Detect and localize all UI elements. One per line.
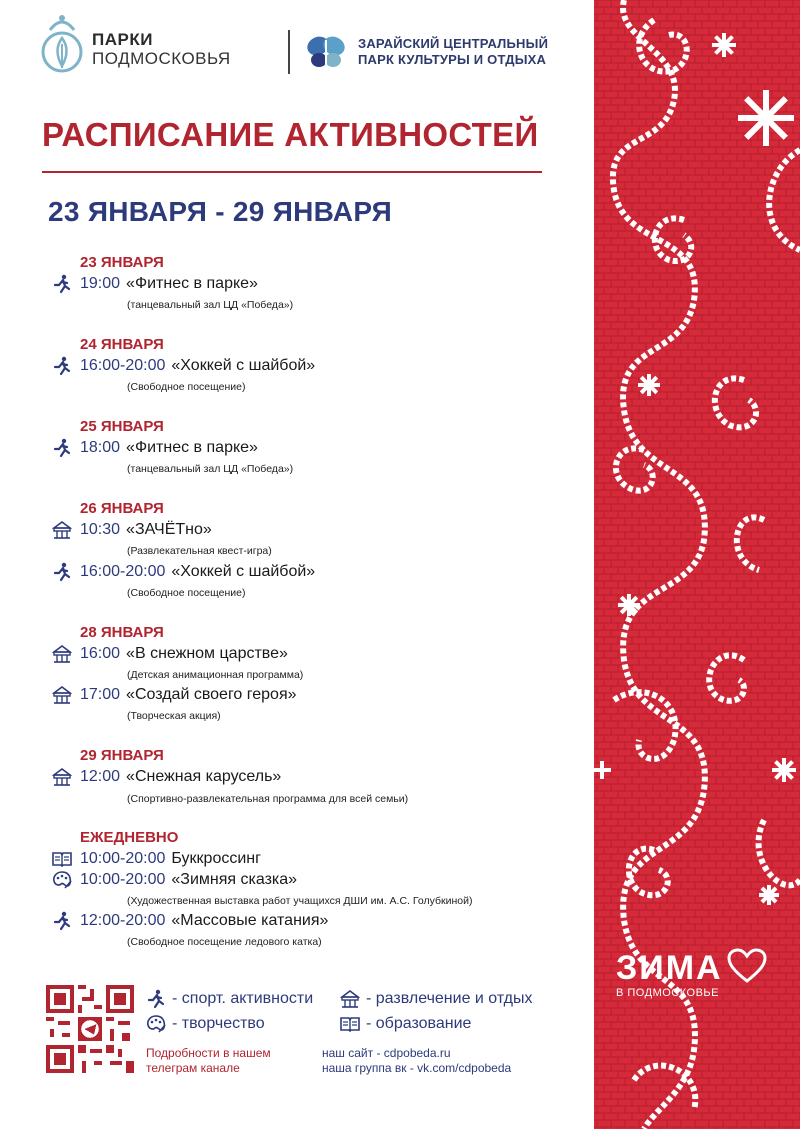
day-label: 26 ЯНВАРЯ (80, 500, 164, 517)
day-label: ЕЖЕДНЕВНО (80, 829, 179, 846)
sport-icon (52, 274, 72, 294)
sport-icon (52, 438, 72, 458)
book-icon (52, 849, 72, 869)
campaign-subtitle: В ПОДМОСКОВЬЕ (616, 987, 719, 999)
park-name (358, 36, 548, 68)
event-row (52, 765, 281, 789)
legend-leisure (340, 989, 532, 1009)
event-name: «Хоккей с шайбой» (171, 563, 316, 580)
event-name: «ЗАЧЁТно» (126, 521, 212, 538)
legend-education (340, 1014, 471, 1034)
event-time: 10:00-20:00 (80, 850, 166, 867)
parks-logo-icon (40, 12, 84, 76)
telegram-qr-code[interactable] (46, 985, 134, 1073)
header-divider (288, 30, 290, 74)
sport-icon (146, 989, 166, 1009)
event-name: «Фитнес в парке» (126, 439, 258, 456)
event-name: «В снежном царстве» (126, 645, 288, 662)
carousel-icon (52, 685, 72, 705)
campaign-logo (616, 948, 767, 999)
day-label: 29 ЯНВАРЯ (80, 747, 164, 764)
event-time: 18:00 (80, 439, 121, 456)
event-note: (Детская анимационная программа) (127, 669, 304, 681)
event-row (52, 560, 315, 584)
date-range: 23 ЯНВАРЯ - 29 ЯНВАРЯ (48, 196, 393, 227)
book-icon (340, 1014, 360, 1034)
event-note: (Спортивно-развлекательная программа для всей семьи) (127, 793, 409, 805)
event-time: 17:00 (80, 686, 121, 703)
event-name: «Снежная карусель» (126, 768, 282, 785)
event-name: «Зимняя сказка» (171, 871, 298, 888)
telegram-line2: телеграм канале (146, 1061, 240, 1075)
day-label: 25 ЯНВАРЯ (80, 418, 164, 435)
day-label: 28 ЯНВАРЯ (80, 624, 164, 641)
event-row (52, 683, 297, 707)
event-time: 12:00 (80, 768, 121, 785)
event-note: (Свободное посещение) (127, 587, 246, 599)
event-note: (танцевальный зал ЦД «Победа») (127, 299, 294, 311)
legend-creative-label: - творчество (172, 1015, 265, 1032)
event-time: 16:00-20:00 (80, 563, 166, 580)
day-label: 24 ЯНВАРЯ (80, 336, 164, 353)
event-row (52, 272, 258, 296)
event-time: 10:00-20:00 (80, 871, 166, 888)
event-note: (Развлекательная квест-игра) (127, 545, 272, 557)
event-note: (Свободное посещение ледового катка) (127, 936, 322, 948)
heart-icon (727, 948, 767, 989)
event-row (52, 868, 297, 892)
event-note: (Творческая акция) (127, 710, 221, 722)
event-row (52, 909, 328, 933)
event-name: «Создай своего героя» (126, 686, 297, 703)
event-time: 16:00-20:00 (80, 357, 166, 374)
carousel-icon (52, 767, 72, 787)
event-note: (Свободное посещение) (127, 381, 246, 393)
brand-name (92, 30, 231, 68)
telegram-note (146, 1046, 271, 1076)
park-line1: ЗАРАЙСКИЙ ЦЕНТРАЛЬНЫЙ (358, 36, 549, 51)
event-name: «Хоккей с шайбой» (171, 357, 316, 374)
event-row (52, 518, 212, 542)
event-name: Буккроссинг (171, 850, 261, 867)
event-row (52, 642, 288, 666)
event-name: «Массовые катания» (171, 912, 329, 929)
legend-sport-label: - спорт. активности (172, 990, 314, 1007)
event-name: «Фитнес в парке» (126, 275, 258, 292)
event-time: 19:00 (80, 275, 121, 292)
carousel-icon (52, 644, 72, 664)
brand-line2: ПОДМОСКОВЬЯ (92, 49, 231, 68)
day-label: 23 ЯНВАРЯ (80, 254, 164, 271)
carousel-icon (52, 520, 72, 540)
brand-line1: ПАРКИ (92, 30, 153, 49)
legend-sport (146, 989, 313, 1009)
event-time: 10:30 (80, 521, 121, 538)
sport-icon (52, 911, 72, 931)
legend-education-label: - образование (366, 1015, 472, 1032)
event-note: (Художественная выставка работ учащихся ДШИ им. А.С. Голубкиной) (127, 895, 473, 907)
sport-icon (52, 356, 72, 376)
contact-links (322, 1046, 511, 1076)
campaign-title: ЗИМА (616, 949, 723, 987)
palette-icon (146, 1014, 166, 1034)
event-note: (танцевальный зал ЦД «Победа») (127, 463, 294, 475)
event-row (52, 436, 258, 460)
event-time: 12:00-20:00 (80, 912, 166, 929)
page-title: РАСПИСАНИЕ АКТИВНОСТЕЙ (42, 116, 539, 153)
event-time: 16:00 (80, 645, 121, 662)
park-line2: ПАРК КУЛЬТУРЫ И ОТДЫХА (358, 52, 547, 67)
site-link[interactable]: наш сайт - cdpobeda.ru (322, 1046, 451, 1060)
legend-creative (146, 1014, 265, 1034)
event-row (52, 354, 315, 378)
butterfly-logo-icon (304, 30, 348, 74)
title-underline (42, 171, 542, 173)
vk-link[interactable]: наша группа вк - vk.com/cdpobeda (322, 1061, 512, 1075)
legend-leisure-label: - развлечение и отдых (366, 990, 533, 1007)
carousel-icon (340, 989, 360, 1009)
telegram-line1: Подробности в нашем (146, 1046, 271, 1060)
palette-icon (52, 870, 72, 890)
sport-icon (52, 562, 72, 582)
